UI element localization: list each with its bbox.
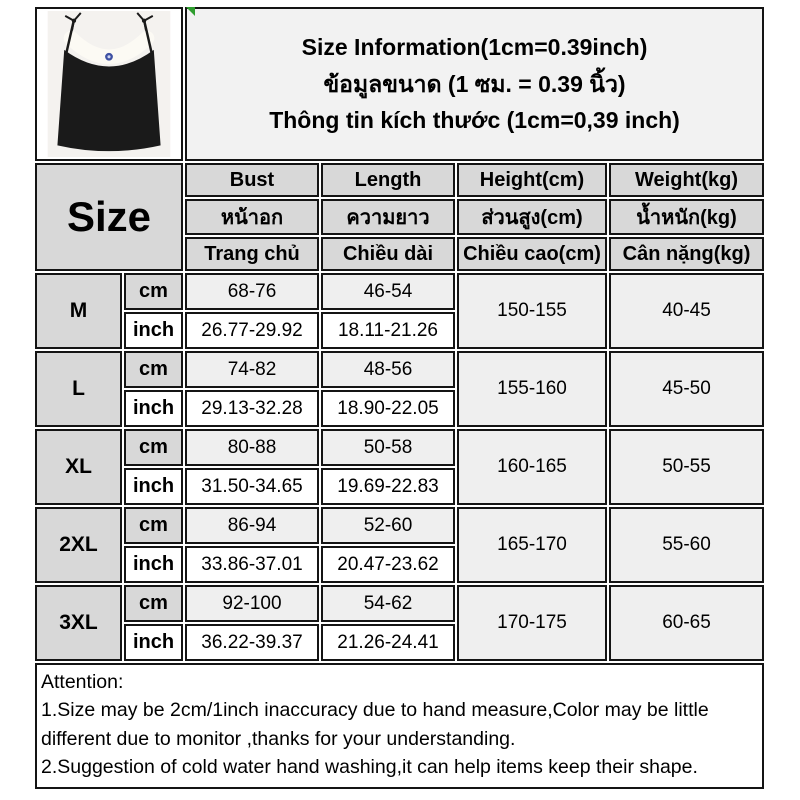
size-label-3xl: 3XL xyxy=(35,585,122,661)
3xl-length-inch: 21.26-24.41 xyxy=(321,624,455,661)
header-length-en: Length xyxy=(321,163,455,197)
xl-length-inch: 19.69-22.83 xyxy=(321,468,455,505)
unit-inch: inch xyxy=(124,546,183,583)
3xl-height: 170-175 xyxy=(457,585,607,661)
size-chart-title-cell xyxy=(185,7,764,161)
m-length-cm: 46-54 xyxy=(321,273,455,310)
title-th: ข้อมูลขนาด (1 ซม. = 0.39 นิ้ว) xyxy=(323,70,626,97)
unit-cm: cm xyxy=(124,507,183,544)
row-xl-cm xyxy=(35,429,764,466)
header-height-vi: Chiều cao(cm) xyxy=(457,237,607,271)
attention-row xyxy=(35,663,764,789)
header-length-th: ความยาว xyxy=(321,199,455,235)
header-weight-th: น้ำหนัก(kg) xyxy=(609,199,764,235)
row-2xl-cm xyxy=(35,507,764,544)
header-weight-en: Weight(kg) xyxy=(609,163,764,197)
size-label-m: M xyxy=(35,273,122,349)
header-weight-vi: Cân nặng(kg) xyxy=(609,237,764,271)
xl-height: 160-165 xyxy=(457,429,607,505)
unit-inch: inch xyxy=(124,468,183,505)
m-weight: 40-45 xyxy=(609,273,764,349)
header-length-vi: Chiều dài xyxy=(321,237,455,271)
2xl-bust-cm: 86-94 xyxy=(185,507,319,544)
m-length-inch: 18.11-21.26 xyxy=(321,312,455,349)
xl-weight: 50-55 xyxy=(609,429,764,505)
attention-note-1: 1.Size may be 2cm/1inch inaccuracy due to hand measure,Color may be little different due to monitor ,thanks for your understanding. xyxy=(41,699,709,750)
l-weight: 45-50 xyxy=(609,351,764,427)
title-vi: Thông tin kích thước (1cm=0,39 inch) xyxy=(269,107,680,134)
product-photo-camisole-icon xyxy=(46,11,172,157)
row-m-cm xyxy=(35,273,764,310)
header-bust-en: Bust xyxy=(185,163,319,197)
header-bust-vi: Trang chủ xyxy=(185,237,319,271)
attention-heading: Attention: xyxy=(41,671,124,693)
unit-inch: inch xyxy=(124,390,183,427)
unit-inch: inch xyxy=(124,312,183,349)
attention-note-2: 2.Suggestion of cold water hand washing,it can help items keep their shape. xyxy=(41,755,698,778)
l-bust-inch: 29.13-32.28 xyxy=(185,390,319,427)
header-row-en xyxy=(35,163,764,197)
unit-cm: cm xyxy=(124,585,183,622)
header-height-th: ส่วนสูง(cm) xyxy=(457,199,607,235)
2xl-height: 165-170 xyxy=(457,507,607,583)
header-bust-th: หน้าอก xyxy=(185,199,319,235)
m-bust-inch: 26.77-29.92 xyxy=(185,312,319,349)
unit-cm: cm xyxy=(124,429,183,466)
2xl-length-cm: 52-60 xyxy=(321,507,455,544)
size-header: Size xyxy=(35,163,183,271)
m-height: 150-155 xyxy=(457,273,607,349)
l-bust-cm: 74-82 xyxy=(185,351,319,388)
l-height: 155-160 xyxy=(457,351,607,427)
cell-corner-flag-icon xyxy=(186,7,195,16)
size-label-2xl: 2XL xyxy=(35,507,122,583)
unit-cm: cm xyxy=(124,351,183,388)
3xl-bust-inch: 36.22-39.37 xyxy=(185,624,319,661)
header-height-en: Height(cm) xyxy=(457,163,607,197)
xl-length-cm: 50-58 xyxy=(321,429,455,466)
3xl-length-cm: 54-62 xyxy=(321,585,455,622)
2xl-bust-inch: 33.86-37.01 xyxy=(185,546,319,583)
xl-bust-cm: 80-88 xyxy=(185,429,319,466)
size-table xyxy=(33,5,766,791)
m-bust-cm: 68-76 xyxy=(185,273,319,310)
xl-bust-inch: 31.50-34.65 xyxy=(185,468,319,505)
attention-cell xyxy=(35,663,764,789)
row-l-cm xyxy=(35,351,764,388)
unit-inch: inch xyxy=(124,624,183,661)
l-length-cm: 48-56 xyxy=(321,351,455,388)
product-photo-cell xyxy=(35,7,183,161)
title-en: Size Information(1cm=0.39inch) xyxy=(301,33,648,60)
row-3xl-cm xyxy=(35,585,764,622)
l-length-inch: 18.90-22.05 xyxy=(321,390,455,427)
size-label-xl: XL xyxy=(35,429,122,505)
2xl-length-inch: 20.47-23.62 xyxy=(321,546,455,583)
3xl-weight: 60-65 xyxy=(609,585,764,661)
title-row xyxy=(35,7,764,161)
unit-cm: cm xyxy=(124,273,183,310)
size-label-l: L xyxy=(35,351,122,427)
3xl-bust-cm: 92-100 xyxy=(185,585,319,622)
2xl-weight: 55-60 xyxy=(609,507,764,583)
